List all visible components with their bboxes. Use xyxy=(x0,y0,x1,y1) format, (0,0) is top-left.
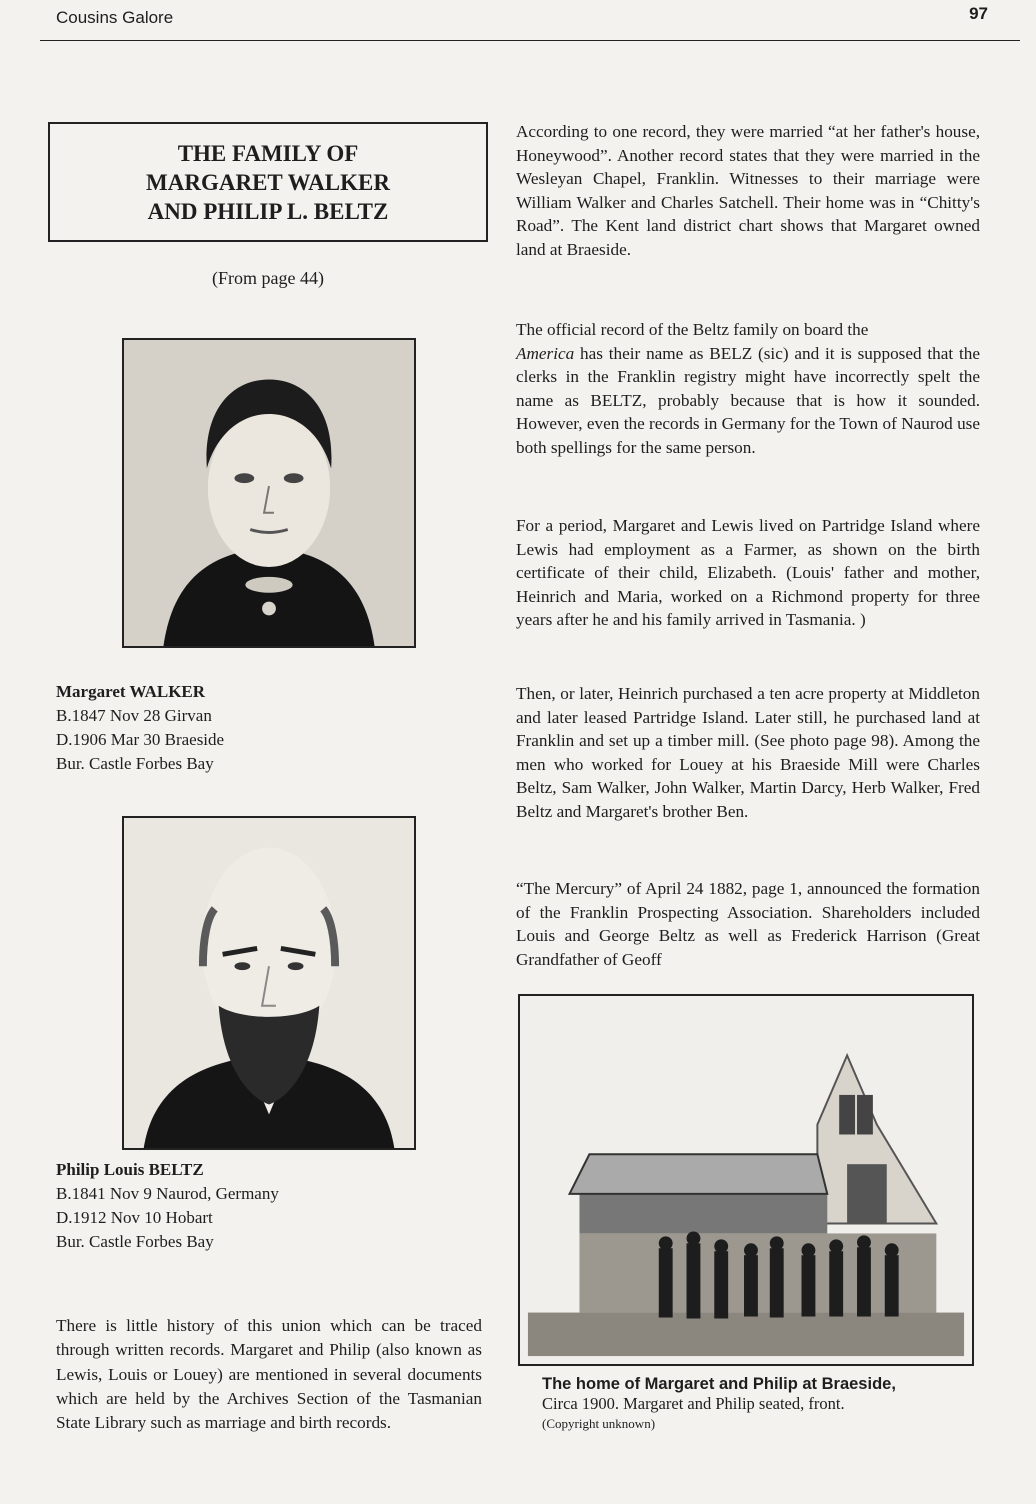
page-number: 97 xyxy=(969,4,988,23)
paragraph-text: “The Mercury” of April 24 1882, page 1, announced the formation of the Franklin Prospecting Association. Shareholders included Louis and George Beltz as well as Frederick Harrison (Great Grandfather of Geoff xyxy=(516,879,980,969)
braeside-house-photo xyxy=(518,994,974,1366)
death-record: D.1912 Nov 10 Hobart xyxy=(56,1208,213,1227)
title-line: THE FAMILY OF xyxy=(177,140,359,166)
right-paragraph-1 xyxy=(516,120,980,261)
paragraph-text xyxy=(516,318,980,459)
person-name: Philip Louis BELTZ xyxy=(56,1160,204,1179)
death-record: D.1906 Mar 30 Braeside xyxy=(56,730,225,749)
portrait-woman-illustration xyxy=(124,340,414,646)
title-line: AND PHILIP L. BELTZ xyxy=(147,198,389,224)
paragraph-text-part: has their name as BELZ (sic) and it is supposed that the clerks in the Franklin registry might have incorrectly spelt the name as BELTZ, probably because that is how it sounded. However, even the records in Germany for the Town of Naurod use both spellings for the same person. xyxy=(516,343,980,457)
right-paragraph-5 xyxy=(516,877,980,971)
house-photo-caption xyxy=(542,1374,972,1434)
person-name: Margaret WALKER xyxy=(56,682,206,701)
birth-record: B.1847 Nov 28 Girvan xyxy=(56,706,212,725)
paragraph-text: For a period, Margaret and Lewis lived on Partridge Island where Lewis had employment as a Farmer, as shown on the birth certificate of their child, Elizabeth. (Louis' father and mother, Heinrich and Maria, worked on a Richmond property for three years after he and his family arrived in Tasmania. ) xyxy=(516,516,980,629)
from-page-note: (From page 44) xyxy=(212,268,324,288)
ship-name: America xyxy=(516,343,575,363)
burial-record: Bur. Castle Forbes Bay xyxy=(56,754,214,773)
left-paragraph: There is little history of this union which can be traced through written records. Margaret and Philip (also known as Lewis, Louis or Louey) are mentioned in several documents which are held by the Archives Section of the Tasmanian State Library such as marriage and birth records. xyxy=(56,1316,482,1433)
copyright-note: (Copyright unknown) xyxy=(542,1416,656,1431)
article-title xyxy=(146,139,390,226)
philip-caption xyxy=(56,1158,279,1254)
birth-record: B.1841 Nov 9 Naurod, Germany xyxy=(56,1184,279,1203)
running-header-title: Cousins Galore xyxy=(56,8,174,27)
portrait-man-illustration xyxy=(124,818,414,1148)
margaret-portrait xyxy=(122,338,416,648)
title-line: MARGARET WALKER xyxy=(146,169,390,195)
house-illustration xyxy=(520,996,972,1364)
philip-portrait xyxy=(122,816,416,1150)
caption-title: The home of Margaret and Philip at Braeside, xyxy=(542,1375,896,1393)
burial-record: Bur. Castle Forbes Bay xyxy=(56,1232,214,1251)
article-title-box xyxy=(48,122,488,242)
paragraph-text: Then, or later, Heinrich purchased a ten acre property at Middleton and later leased Partridge Island. Later still, he purchased land at Franklin and set up a timber mill. (See photo page 98). Among the men who worked for Louey at his Braeside Mill were Charles Beltz, Sam Walker, John Walker, Martin Darcy, Herb Walker, Fred Beltz and Margaret's brother Ben. xyxy=(516,684,980,821)
header-divider xyxy=(40,40,1020,41)
right-paragraph-2 xyxy=(516,318,980,459)
margaret-caption xyxy=(56,680,224,776)
right-paragraph-3 xyxy=(516,514,980,632)
paragraph-text-part: The official record of the Beltz family on board the xyxy=(516,320,869,339)
paragraph-text: According to one record, they were married “at her father's house, Honeywood”. Another record states that they were married in the Wesleyan Chapel, Franklin. Witnesses to their marriage were William Walker and Charles Satchell. Their home was in “Chitty's Road”. The Kent land district chart shows that Margaret owned land at Braeside. xyxy=(516,122,980,259)
right-paragraph-4 xyxy=(516,682,980,823)
caption-subtitle: Circa 1900. Margaret and Philip seated, front. xyxy=(542,1394,845,1413)
